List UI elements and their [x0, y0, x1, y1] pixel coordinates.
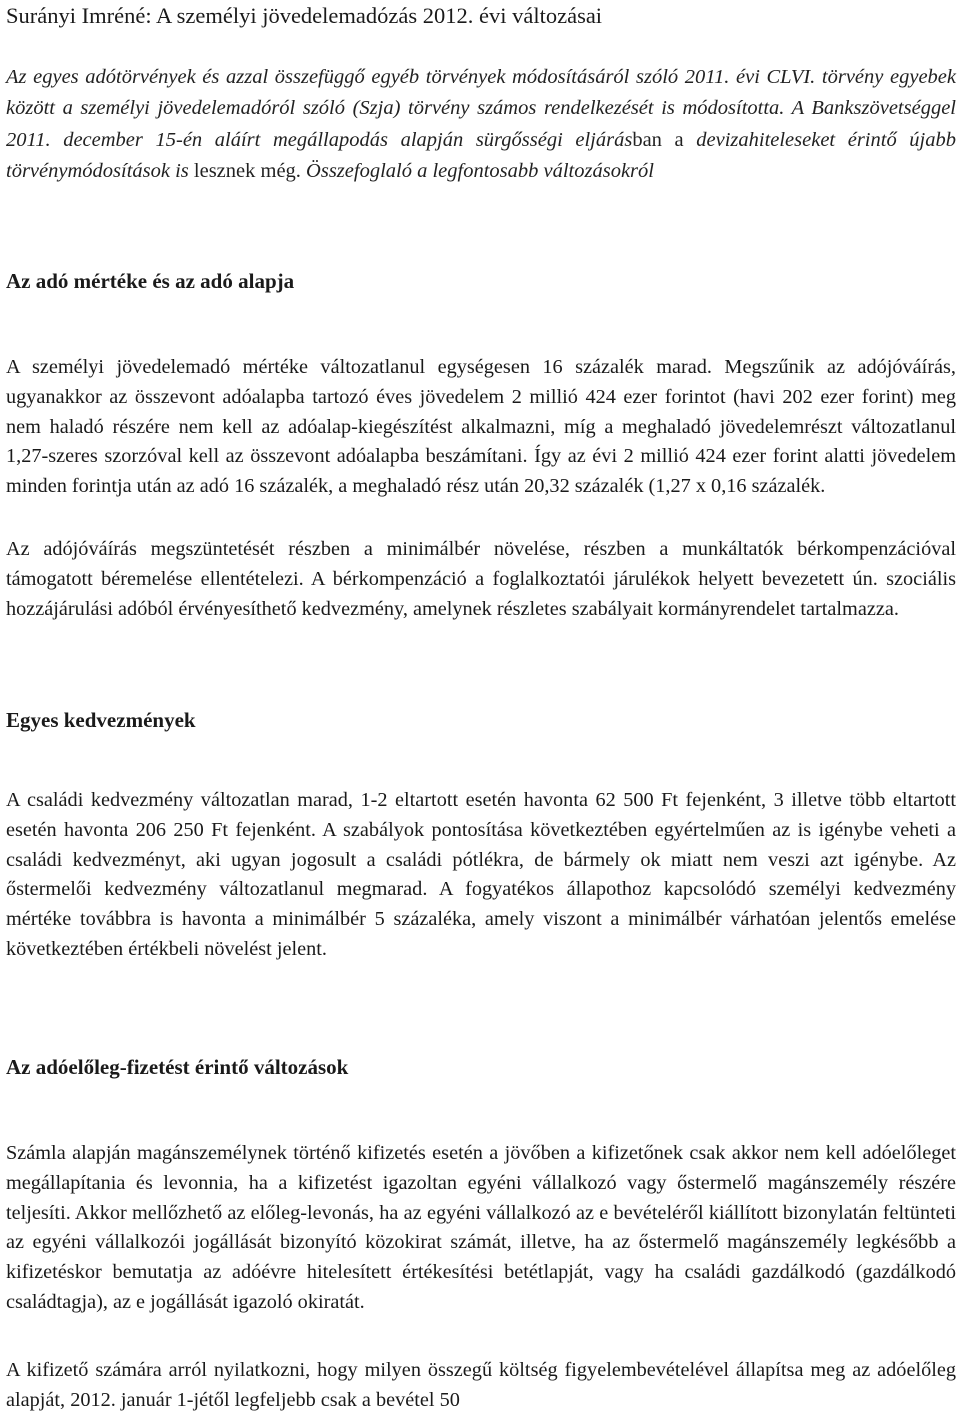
section-heading-tax-rate: Az adó mértéke és az adó alapja: [6, 269, 295, 293]
intro-text-part4: lesznek még.: [188, 160, 307, 183]
paragraph-allowances-1: A családi kedvezmény változatlan marad, 1-2 eltartott esetén havonta 62 500 Ft fejenként, 3 illetve több eltartott esetén havonta 206 250 Ft fejenként. A szabályok pontosítása következtében egyértelműen az is igénybe veheti a családi kedvezményt, aki ugyan jogosult a családi pótlékra, de bármely ok miatt nem veszi azt igénybe. Az őstermelői kedvezmény változatlanul megmarad. A fogyatékos állapothoz kapcsolódó személyi kedvezmény mértéke továbbra is havonta a minimálbér 5 százaléka, amely viszont a minimálbér várhatóan jelentős emelése következtében értékbeli növelést jelent.: [6, 789, 956, 960]
paragraph-advance-payment-2: A kifizető számára arról nyilatkozni, hogy milyen összegű költség figyelembevételével állapítsa meg az adóelőleg alapját, 2012. január 1-jétől legfeljebb csak a bevétel 50: [6, 1359, 956, 1411]
paragraph-advance-payment-1: Számla alapján magánszemélynek történő kifizetés esetén a jövőben a kifizetőnek csak akkor nem kell adóelőleget megállapítania és levonnia, ha a kifizetést igazoltan egyéni vállalkozó vagy őstermelő magánszemély részére teljesíti. Akkor mellőzhető az előleg-levonás, ha az egyéni vállalkozó az e bevételéről kiállított bizonylatán feltünteti az egyéni vállalkozói jogállását bizonyító közokirat számát, illetve, ha az őstermelő magánszemély legkésőbb a kifizetéskor bemutatja az adóévre hitelesített értékesítési betétlapját, vagy ha családi gazdálkodó (gazdálkodó családtagja), az e jogállását igazoló okiratát.: [6, 1142, 956, 1313]
paragraph-tax-rate-1: A személyi jövedelemadó mértéke változatlanul egységesen 16 százalék marad. Megszűnik az adójóváírás, ugyanakkor az összevont adóalapba tartozó éves jövedelem 2 millió 424 ezer forintot (havi 202 ezer forint) meg nem haladó részére nem kell az adóalap-kiegészítést alkalmazni, míg a meghaladó jövedelemrészt változatlanul 1,27-szeres szorzóval kell az összevont adóalapba beszámítani. Így az évi 2 millió 424 ezer forint alatti jövedelem minden forintja után az adó 16 százalék, a meghaladó rész után 20,32 százalék (1,27 x 0,16 százalék.: [6, 356, 956, 498]
section-heading-advance-payment: Az adóelőleg-fizetést érintő változások: [6, 1055, 349, 1079]
paragraph-tax-rate-2: Az adójóváírás megszüntetését részben a minimálbér növelése, részben a munkáltatók bérkompenzációval támogatott béremelése ellentételezi. A bérkompenzáció a foglalkoztatói járulékok helyett bevezetett ún. szociális hozzájárulási adóból érvényesíthető kedvezmény, amelynek részletes szabályait kormányrendelet tartalmazza.: [6, 538, 956, 620]
section-heading-allowances: Egyes kedvezmények: [6, 708, 196, 732]
intro-text-part2: ban a: [632, 128, 697, 151]
intro-text-part3: devizahiteleseket érintő újabb törvénymódosítások is: [6, 128, 957, 183]
intro-text-part5: Összefoglaló a legfontosabb változásokról: [306, 160, 654, 183]
intro-text-part1: Az egyes adótörvények és azzal összefüggő egyéb törvények módosításáról szóló 2011. évi CLVI. törvény egyebek között a személyi jövedelemadóról szóló (Szja) törvény számos rendelkezését is módosította. A Bankszövetséggel 2011. december 15-én aláírt megállapodás alapján sürgősségi eljárás: [6, 66, 956, 151]
document-title: Surányi Imréné: A személyi jövedelemadózás 2012. évi változásai: [6, 3, 603, 28]
intro-paragraph: [6, 62, 956, 188]
